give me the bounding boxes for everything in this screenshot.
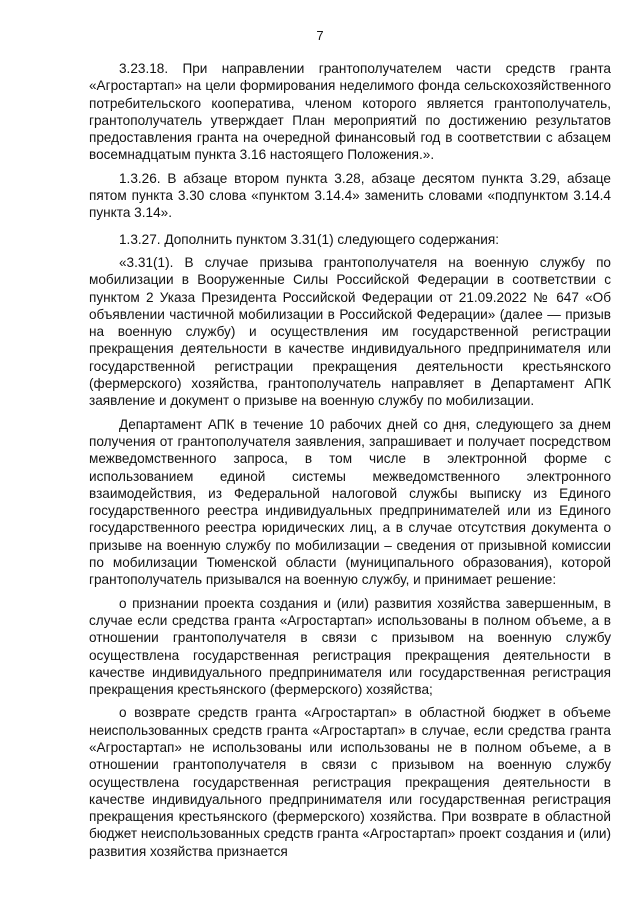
paragraph-1-3-26: 1.3.26. В абзаце втором пункта 3.28, абзаце десятом пункта 3.29, абзаце пятом пункта 3.30 слова «пунктом 3.14.4» заменить словами «подпунктом 3.14.4 пункта 3.14».	[89, 170, 611, 221]
page-number: 7	[316, 28, 324, 43]
paragraph-project-completed: о признании проекта создания и (или) развития хозяйства завершенным, в случае если средства гранта «Агростартап» использованы в полном объеме, а в отношении грантополучателя в связи с призывом на военную службу осуществлена государственная регистрация прекращения деятельности в качестве индивидуального предпринимателя или государственная регистрация прекращения крестьянского (фермерского) хозяйства;	[89, 595, 611, 698]
paragraph-grant-return: о возврате средств гранта «Агростартап» в областной бюджет в объеме неиспользованных средств гранта «Агростартап» в случае, если средства гранта «Агростартап» не использованы или использованы не в полном объеме, а в отношении грантополучателя в связи с призывом на военную службу осуществлена государственная регистрация прекращения деятельности в качестве индивидуального предпринимателя или государственная регистрация прекращения крестьянского (фермерского) хозяйства. При возврате в областной бюджет неиспользованных средств гранта «Агростартап» проект создания и (или) развития хозяйства признается	[89, 705, 611, 859]
paragraph-3-23-18: 3.23.18. При направлении грантополучателем части средств гранта «Агростартап» на цели формирования неделимого фонда сельскохозяйственного потребительского кооператива, членом которого является грантополучатель, грантополучатель утверждает План мероприятий по достижению результатов предоставления гранта на очередной финансовый год в соответствии с абзацем восемнадцатым пункта 3.16 настоящего Положения.».	[89, 61, 611, 163]
document-body	[89, 60, 611, 860]
paragraph-department-decision: Департамент АПК в течение 10 рабочих дней со дня, следующего за днем получения от грантополучателя заявления, запрашивает и получает посредством межведомственного запроса, в том числе в электронной форме с использованием единой системы межведомственного электронного взаимодействия, из Федеральной налоговой службы выписку из Единого государственного реестра индивидуальных предпринимателей или из Единого государственного реестра юридических лиц, а в случае отсутствия документа о призыве на военную службу по мобилизации – сведения от призывной комиссии по мобилизации Тюменской области (муниципального образования), которой грантополучатель призывался на военную службу, и принимает решение:	[89, 416, 611, 588]
paragraph-3-31-1: «3.31(1). В случае призыва грантополучателя на военную службу по мобилизации в Вооруженные Силы Российской Федерации в соответствии с пунктом 2 Указа Президента Российской Федерации от 21.09.2022 № 647 «Об объявлении частичной мобилизации в Российской Федерации» (далее — призыв на военную службу) и осуществления им государственной регистрации прекращения деятельности в качестве индивидуального предпринимателя или государственной регистрации прекращения деятельности крестьянского (фермерского) хозяйства, грантополучатель направляет в Департамент АПК заявление и документ о призыве на военную службу по мобилизации.	[89, 254, 611, 409]
paragraph-1-3-27: 1.3.27. Дополнить пунктом 3.31(1) следующего содержания:	[119, 231, 500, 247]
